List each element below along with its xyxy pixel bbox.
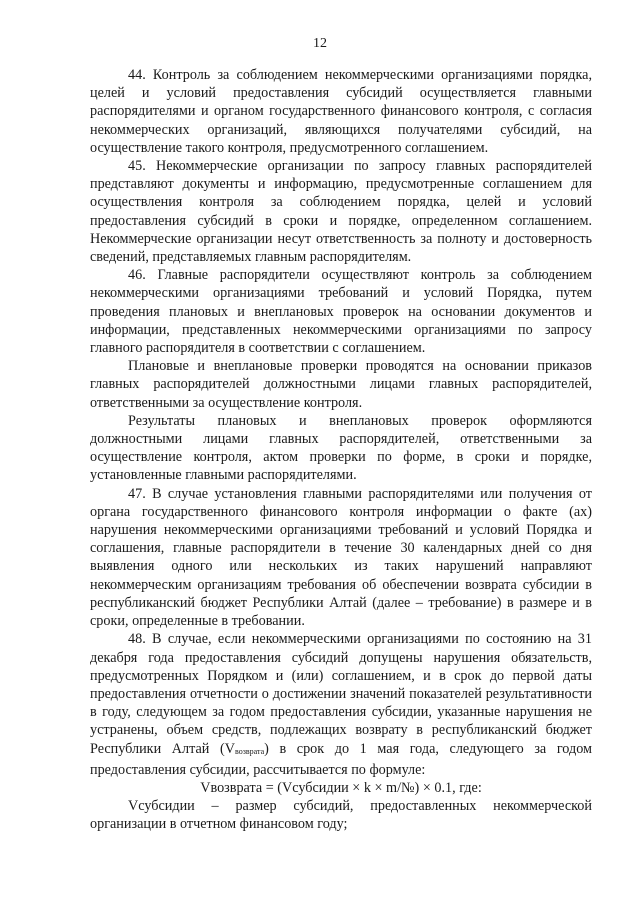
paragraph-48-text: 48. В случае, если некоммерческими организациями по состоянию на 31 декабря года предоставления субсидий допущены нарушения обязательств, предусмотренных Порядком и (или) соглашением, и в срок до первой даты предоставления отчетности о достижении значений показателей результативности в году, следующем за годом предоставления субсидии, указанные нарушения не устранены, объем средств, подлежащих возврату в республиканский бюджет Республики Алтай (V [90,631,592,757]
paragraph-47: 47. В случае установления главными распорядителями или получения от органа государственного финансового контроля информации о факте (ах) нарушения некоммерческими организациями требований и условий Порядка и соглашения, главные распорядители в течение 30 календарных дней со дня выявления одного или нескольких из таких нарушений направляют некоммерческим организациям требования об обеспечении возврата субсидии в республиканский бюджет Республики Алтай (далее – требование) в размере и в сроки, определенные в требовании. [90,485,592,630]
paragraph-46: 46. Главные распорядители осуществляют контроль за соблюдением некоммерческими организациями требований и условий Порядка, путем проведения плановых и внеплановых проверок на основании документов и информации, представленных некоммерческими организациями по запросу главного распорядителя в соответствии с соглашением. [90,267,592,357]
paragraph-48 [90,630,592,779]
paragraph-48-text-end: ) в срок до 1 мая года, следующего за годом предоставления субсидии, рассчитывается по формуле: [90,740,593,778]
page-number: 12 [313,36,327,51]
refund-formula: Vвозврата = (Vсубсидии × k × m/№) × 0.1, где: [200,779,482,796]
paragraph-45: 45. Некоммерческие организации по запросу главных распорядителей представляют документы и информацию, предусмотренные соглашением для осуществления контроля за соблюдением порядка, целей и условий предоставления субсидий в сроки и порядке, определенном соглашением. Некоммерческие организации несут ответственность за полноту и достоверность сведений, представляемых главным распорядителям. [90,158,592,266]
paragraph-46-results: Результаты плановых и внеплановых проверок оформляются должностными лицами главных распорядителей, ответственными за осуществление контроля, актом проверки по форме, в сроки и порядке, установленные главными распорядителями. [90,412,592,484]
paragraph-44: 44. Контроль за соблюдением некоммерческими организациями порядка, целей и условий предоставления субсидий осуществляется главными распорядителями и органом государственного финансового контроля, с согласия некоммерческих организаций, являющихся получателями субсидий, на осуществление такого контроля, предусмотренного соглашением. [90,67,592,156]
paragraph-46-inspections: Плановые и внеплановые проверки проводятся на основании приказов главных распорядителей должностными лицами главных распорядителей, ответственными за осуществление контроля. [90,358,592,411]
paragraph-48-subscript: возврата [234,746,265,756]
document-body [90,66,592,834]
formula-definition: Vсубсидии – размер субсидий, предоставленных некоммерческой организации в отчетном финансовом году; [90,798,592,833]
